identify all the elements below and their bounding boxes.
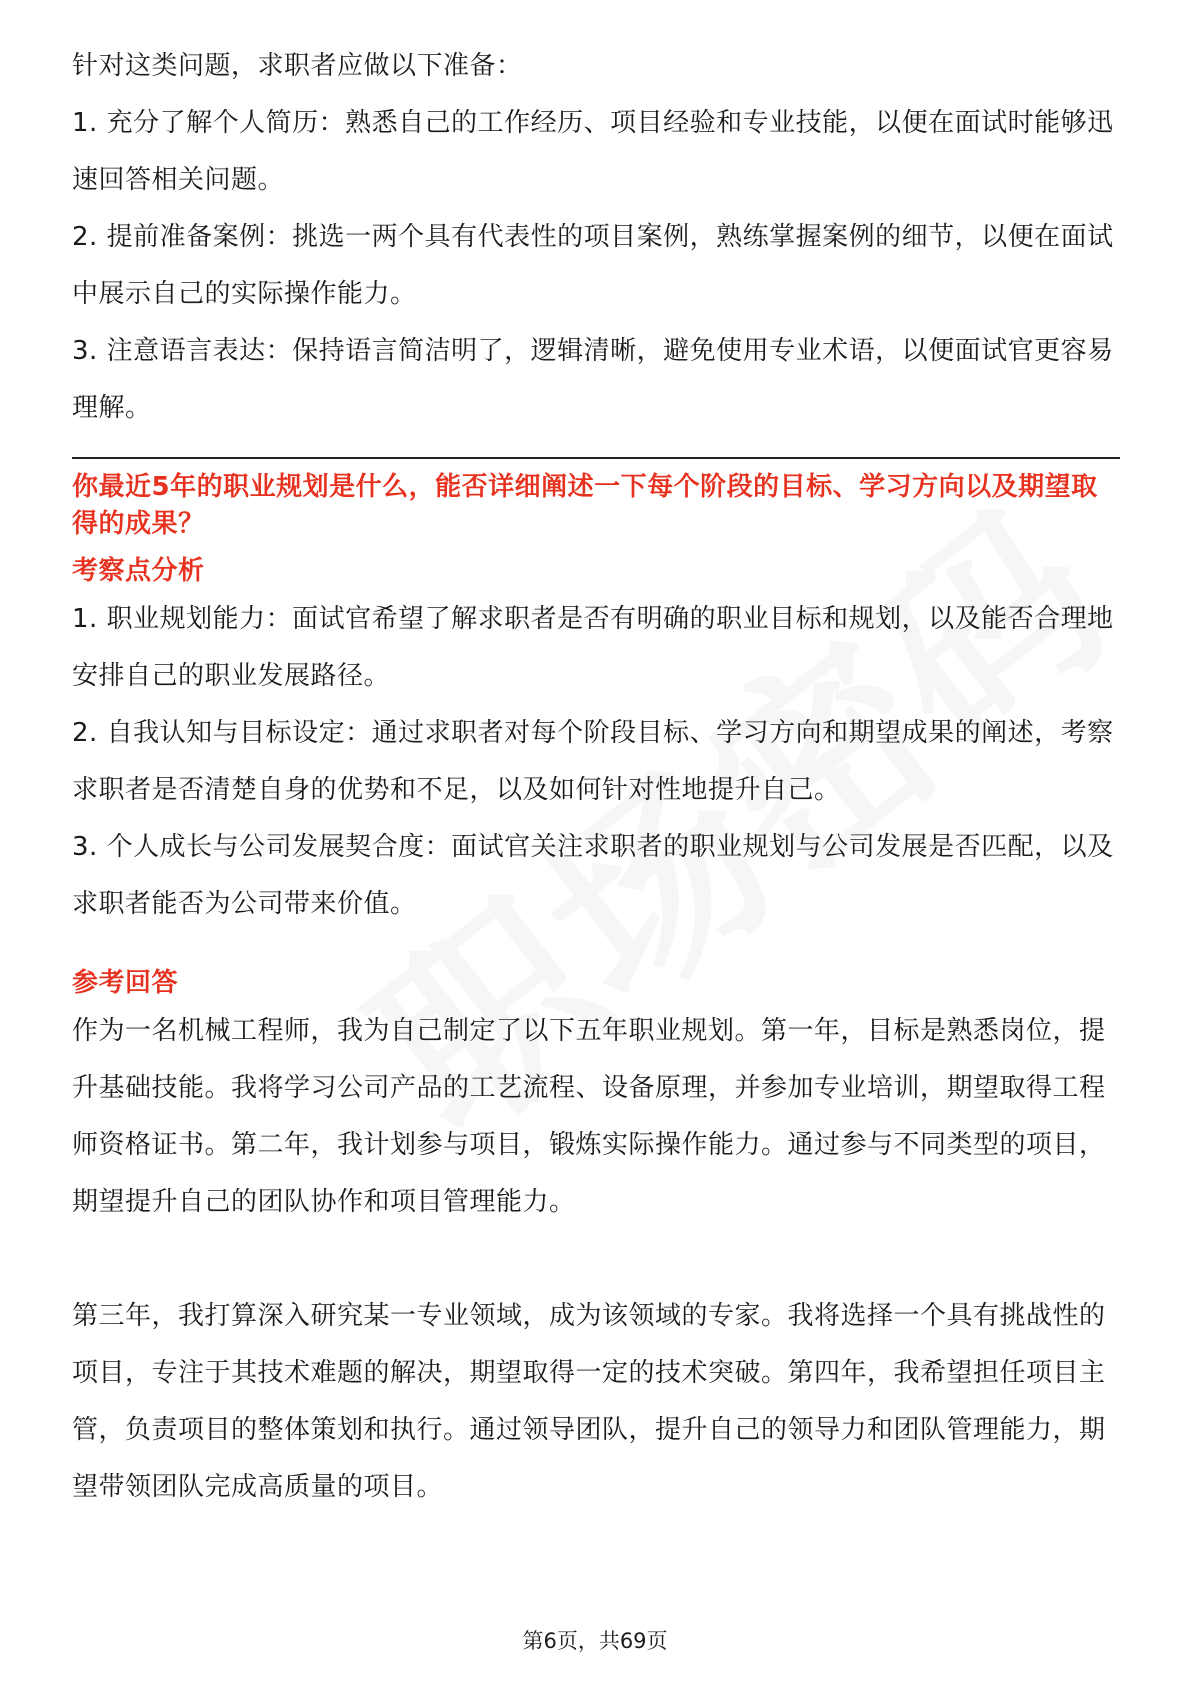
analysis-section (72, 591, 1122, 933)
analysis-title: 考察点分析 (72, 556, 205, 586)
preparation-item-3: 3. 注意语言表达：保持语言简洁明了，逻辑清晰，避免使用专业术语，以便面试官更容易理解。 (72, 336, 1114, 423)
answer-section (72, 1003, 1122, 1516)
preparation-item-2: 2. 提前准备案例：挑选一两个具有代表性的项目案例，熟练掌握案例的细节，以便在面试中展示自己的实际操作能力。 (72, 222, 1114, 309)
page-number: 第6页，共69页 (522, 1629, 668, 1653)
preparation-item-1: 1. 充分了解个人简历：熟悉自己的工作经历、项目经验和专业技能，以便在面试时能够迅速回答相关问题。 (72, 108, 1114, 195)
paragraph-gap (72, 1231, 1122, 1288)
document-page (72, 0, 1122, 1516)
section-divider (72, 457, 1120, 459)
answer-paragraph-1: 作为一名机械工程师，我为自己制定了以下五年职业规划。第一年，目标是熟悉岗位，提升基础技能。我将学习公司产品的工艺流程、设备原理，并参加专业培训，期望取得工程师资格证书。第二年，我计划参与项目，锻炼实际操作能力。通过参与不同类型的项目，期望提升自己的团队协作和项目管理能力。 (72, 1016, 1106, 1217)
answer-paragraph-2: 第三年，我打算深入研究某一专业领域，成为该领域的专家。我将选择一个具有挑战性的项目，专注于其技术难题的解决，期望取得一定的技术突破。第四年，我希望担任项目主管，负责项目的整体策划和执行。通过领导团队，提升自己的领导力和团队管理能力，期望带领团队完成高质量的项目。 (72, 1301, 1106, 1502)
analysis-item-1: 1. 职业规划能力：面试官希望了解求职者是否有明确的职业目标和规划，以及能否合理地安排自己的职业发展路径。 (72, 604, 1114, 691)
interview-question: 你最近5年的职业规划是什么，能否详细阐述一下每个阶段的目标、学习方向以及期望取得的成果？ (72, 472, 1098, 539)
answer-title: 参考回答 (72, 968, 179, 998)
analysis-item-3: 3. 个人成长与公司发展契合度：面试官关注求职者的职业规划与公司发展是否匹配，以及求职者能否为公司带来价值。 (72, 832, 1114, 919)
preparation-section (72, 0, 1122, 437)
preparation-intro: 针对这类问题，求职者应做以下准备： (72, 51, 523, 81)
analysis-item-2: 2. 自我认知与目标设定：通过求职者对每个阶段目标、学习方向和期望成果的阐述，考察求职者是否清楚自身的优势和不足，以及如何针对性地提升自己。 (72, 718, 1114, 805)
